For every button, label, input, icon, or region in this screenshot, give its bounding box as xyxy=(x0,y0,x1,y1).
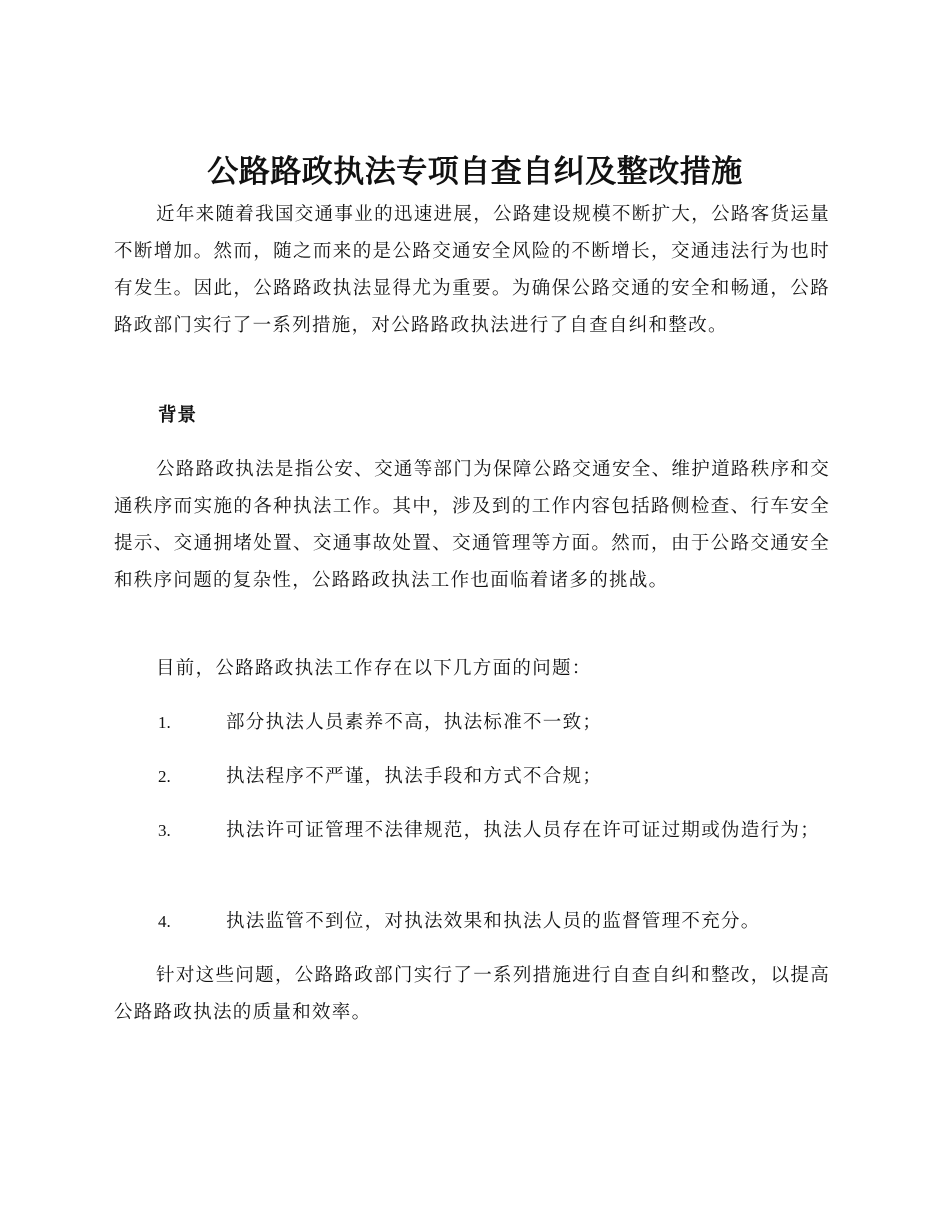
conclusion-paragraph: 针对这些问题，公路路政部门实行了一系列措施进行自查自纠和整改，以提高公路路政执法的质量和效率。 xyxy=(114,965,830,1023)
list-item-text: 部分执法人员素养不高，执法标准不一致； xyxy=(226,712,603,733)
problems-intro-paragraph: 目前，公路路政执法工作存在以下几方面的问题： xyxy=(156,658,592,679)
list-item-text: 执法许可证管理不法律规范，执法人员存在许可证过期或伪造行为； xyxy=(226,820,821,841)
list-item xyxy=(114,903,830,940)
intro-paragraph: 近年来随着我国交通事业的迅速进展，公路建设规模不断扩大，公路客货运量不断增加。然而，随之而来的是公路交通安全风险的不断增长，交通违法行为也时有发生。因此，公路路政执法显得尤为重要。为确保公路交通的安全和畅通，公路路政部门实行了一系列措施，对公路路政执法进行了自查自纠和整改。 xyxy=(114,204,830,336)
list-item-text: 执法监管不到位，对执法效果和执法人员的监督管理不充分。 xyxy=(226,911,761,932)
list-item-number: 3. xyxy=(158,821,171,840)
list-item-number: 4. xyxy=(158,912,171,931)
document-title: 公路路政执法专项自查自纠及整改措施 xyxy=(207,154,743,190)
list-item xyxy=(114,704,830,741)
list-item xyxy=(114,812,830,849)
background-paragraph: 公路路政执法是指公安、交通等部门为保障公路交通安全、维护道路秩序和交通秩序而实施的各种执法工作。其中，涉及到的工作内容包括路侧检查、行车安全提示、交通拥堵处置、交通事故处置、交通管理等方面。然而，由于公路交通安全和秩序问题的复杂性，公路路政执法工作也面临着诸多的挑战。 xyxy=(114,459,830,591)
list-item-number: 1. xyxy=(158,713,171,732)
list-item-text: 执法程序不严谨，执法手段和方式不合规； xyxy=(226,766,603,787)
section-heading-background: 背景 xyxy=(158,405,198,426)
list-item xyxy=(114,758,830,795)
list-item-number: 2. xyxy=(158,767,171,786)
